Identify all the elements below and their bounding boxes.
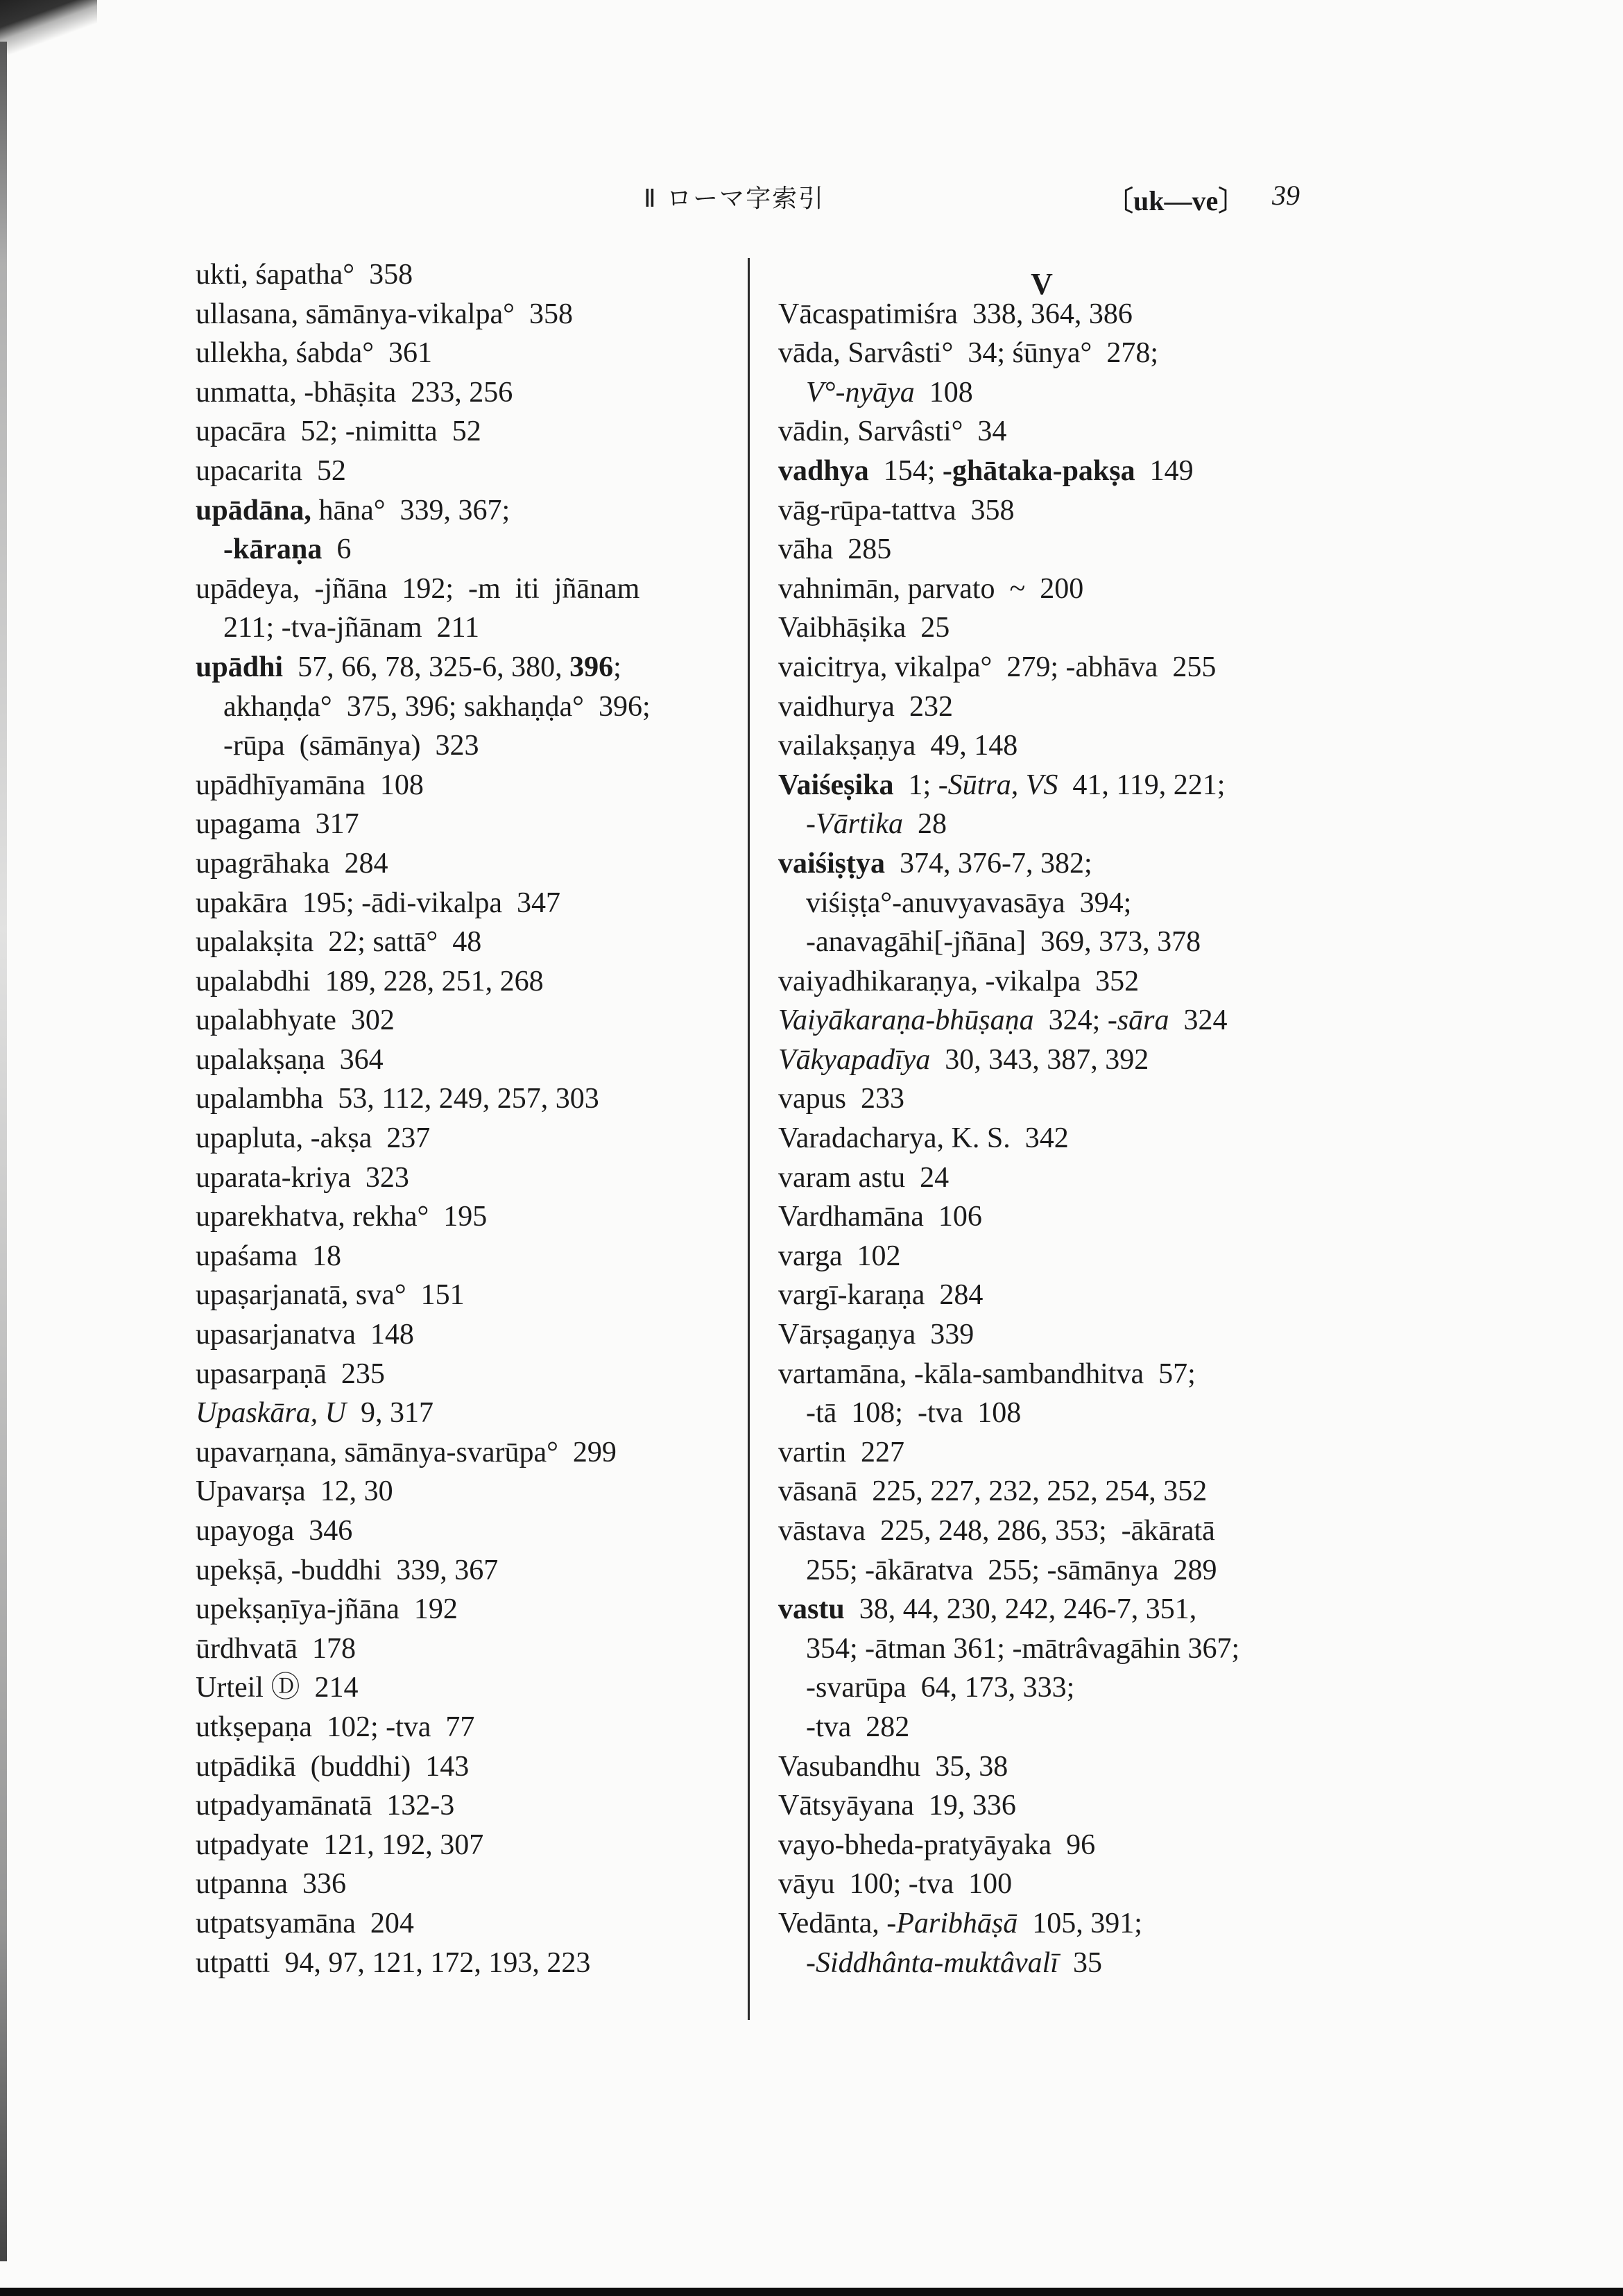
page-number: 39 (1272, 180, 1300, 211)
index-entry (196, 726, 723, 766)
entry-text: upalakṣaṇa 364 (196, 1043, 384, 1076)
index-entry (196, 1001, 723, 1040)
index-entry (196, 1315, 723, 1355)
index-entry (196, 1433, 723, 1473)
entry-text: utpatti 94, 97, 121, 172, 193, 223 (196, 1946, 591, 1979)
index-entry (778, 1079, 1305, 1119)
entry-text: upalabdhi 189, 228, 251, 268 (196, 965, 544, 997)
entry-text: utpādikā (buddhi) 143 (196, 1750, 470, 1783)
entry-text: Vātsyāyana 19, 336 (778, 1790, 1016, 1822)
index-entry (196, 1355, 723, 1394)
entry-text: vaidhurya 232 (778, 690, 953, 723)
entry-text: ullekha, śabda° 361 (196, 337, 433, 370)
index-entry (778, 452, 1305, 491)
index-entry (196, 1276, 723, 1315)
index-entry (196, 1511, 723, 1551)
entry-text: utpadyamānatā 132-3 (196, 1790, 455, 1822)
index-entry (778, 1237, 1305, 1276)
entry-text: upalakṣita 22; sattā° 48 (196, 926, 482, 959)
entry-text: upaśama 18 (196, 1240, 341, 1272)
entry-text: Vācaspatimiśra 338, 364, 386 (778, 298, 1133, 330)
entry-headword: vadhya (778, 454, 869, 487)
header-section-title: Ⅱ ローマ字索引 (644, 185, 825, 213)
entry-text: 108 (914, 376, 973, 409)
index-entry (196, 569, 723, 609)
index-entry (778, 295, 1305, 334)
index-entry (196, 1668, 723, 1708)
index-entry (778, 1944, 1305, 1983)
index-entry (196, 1865, 723, 1904)
index-entry (196, 255, 723, 295)
entry-title: -Paribhāṣā (886, 1907, 1018, 1939)
entry-text: -rūpa (sāmānya) 323 (223, 730, 479, 762)
index-entry (196, 962, 723, 1002)
entry-text: 9, 317 (346, 1397, 433, 1430)
index-entry (778, 1394, 1305, 1433)
entry-text: 1; (893, 769, 938, 801)
index-entry (778, 373, 1305, 413)
entry-text: upayoga 346 (196, 1515, 353, 1547)
index-entry (196, 1551, 723, 1591)
entry-text: vayo-bheda-pratyāyaka 96 (778, 1828, 1096, 1861)
index-entry (778, 844, 1305, 884)
index-entry (778, 884, 1305, 923)
index-entry (778, 491, 1305, 531)
entry-text: varga 102 (778, 1240, 901, 1272)
index-entry (778, 608, 1305, 648)
entry-text: 105, 391; (1017, 1907, 1142, 1939)
entry-text: 35 (1058, 1946, 1102, 1979)
entry-text: varam astu 24 (778, 1161, 950, 1194)
index-entry (778, 1276, 1305, 1315)
entry-title: -Sūtra, VS (938, 769, 1058, 801)
index-entry (196, 805, 723, 844)
entry-text: 354; -ātman 361; -mātrâvagāhin 367; (806, 1632, 1240, 1665)
index-entry (196, 1119, 723, 1158)
entry-text: vahnimān, parvato ~ 200 (778, 572, 1084, 605)
index-entry (196, 1826, 723, 1865)
entry-text: unmatta, -bhāṣita 233, 256 (196, 376, 513, 409)
entry-text: hāna° 339, 367; (311, 494, 510, 526)
running-header (0, 179, 1623, 221)
entry-text: ukti, śapatha° 358 (196, 259, 413, 291)
entry-text: 28 (902, 808, 947, 841)
entry-text: vāyu 100; -tva 100 (778, 1868, 1013, 1901)
index-entry (778, 1629, 1305, 1669)
entry-text: ullasana, sāmānya-vikalpa° 358 (196, 298, 573, 330)
index-entry (778, 1826, 1305, 1865)
entry-text: 38, 44, 230, 242, 246-7, 351, (844, 1593, 1197, 1626)
entry-text: utpanna 336 (196, 1868, 346, 1901)
entry-text: utpadyate 121, 192, 307 (196, 1828, 484, 1861)
entry-text: Vārṣagaṇya 339 (778, 1319, 974, 1351)
index-entry (778, 1708, 1305, 1747)
index-entry (778, 1315, 1305, 1355)
entry-headword: vastu (778, 1593, 845, 1626)
index-entry (778, 1590, 1305, 1629)
entry-text: upasarjanatva 148 (196, 1319, 414, 1351)
entry-text: 154; (868, 454, 943, 487)
entry-text: ; (613, 651, 621, 683)
index-entry (196, 923, 723, 962)
index-entry (196, 844, 723, 884)
entry-text: 324; (1033, 1004, 1108, 1037)
index-entry (196, 334, 723, 373)
index-entry (778, 1158, 1305, 1198)
entry-text: vaicitrya, vikalpa° 279; -abhāva 255 (778, 651, 1217, 683)
entry-text: vāsanā 225, 227, 232, 252, 254, 352 (778, 1475, 1208, 1508)
index-entry (196, 1747, 723, 1787)
entry-text: upacarita 52 (196, 454, 346, 487)
index-entry (778, 923, 1305, 962)
entry-text: viśiṣṭa°-anuvyavasāya 394; (806, 886, 1132, 919)
entry-text: vāda, Sarvâsti° 34; śūnya° 278; (778, 337, 1159, 370)
entry-text: vāg-rūpa-tattva 358 (778, 494, 1015, 526)
entry-text: utpatsyamāna 204 (196, 1907, 414, 1939)
entry-text: upacāra 52; -nimitta 52 (196, 415, 481, 448)
column-divider (748, 258, 750, 2020)
entry-headword: -ghātaka-pakṣa (942, 454, 1135, 487)
entry-text: uparekhatva, rekha° 195 (196, 1201, 488, 1233)
entry-text: vāha 285 (778, 533, 892, 566)
entry-text: vartamāna, -kāla-sambandhitva 57; (778, 1357, 1196, 1390)
entry-text: vailakṣaṇya 49, 148 (778, 730, 1018, 762)
entry-headword: upādhi (196, 651, 284, 683)
entry-text: Vedānta, (778, 1907, 887, 1939)
index-entry (778, 1747, 1305, 1787)
entry-text: -tā 108; -tva 108 (806, 1397, 1022, 1430)
index-entry (196, 1786, 723, 1826)
scan-shadow-corner (0, 0, 97, 62)
entry-text: upādhīyamāna 108 (196, 769, 424, 801)
entry-text: 211; -tva-jñānam 211 (223, 612, 479, 644)
index-entry (196, 373, 723, 413)
index-entry (778, 1433, 1305, 1473)
entry-text: upalambha 53, 112, 249, 257, 303 (196, 1083, 599, 1115)
entry-text: vartin 227 (778, 1436, 904, 1468)
index-entry (778, 1786, 1305, 1826)
index-entry (196, 1904, 723, 1944)
index-entry (196, 530, 723, 569)
index-entry (778, 648, 1305, 687)
entry-text: upakāra 195; -ādi-vikalpa 347 (196, 886, 560, 919)
entry-text: vaiyadhikaraṇya, -vikalpa 352 (778, 965, 1140, 997)
entry-headword: vaiśiṣṭya (778, 847, 886, 880)
index-entry (778, 1904, 1305, 1944)
entry-text: 149 (1135, 454, 1194, 487)
entry-title: Upaskāra, U (196, 1397, 346, 1430)
entry-text: uparata-kriya 323 (196, 1161, 409, 1194)
entry-title: Vākyapadīya (778, 1043, 931, 1076)
entry-title: -sāra (1107, 1004, 1169, 1037)
index-entry (778, 1197, 1305, 1237)
index-entry (196, 1708, 723, 1747)
entry-text: vapus 233 (778, 1083, 904, 1115)
entry-text: Vardhamāna 106 (778, 1201, 982, 1233)
entry-text: utkṣepaṇa 102; -tva 77 (196, 1711, 475, 1743)
entry-text: Vasubandhu 35, 38 (778, 1750, 1008, 1783)
index-entry (778, 1472, 1305, 1511)
entry-text: Upavarṣa 12, 30 (196, 1475, 393, 1508)
scan-shadow-edge (0, 42, 7, 2261)
entry-title: V°-nyāya (806, 376, 915, 409)
index-entry (778, 1040, 1305, 1080)
entry-text: 324 (1169, 1004, 1228, 1037)
entry-text: vāstava 225, 248, 286, 353; -ākāratā (778, 1515, 1215, 1547)
index-entry (778, 1551, 1305, 1591)
index-entry (778, 569, 1305, 609)
index-entry (196, 1944, 723, 1983)
index-entry (196, 648, 723, 687)
index-entry (196, 1237, 723, 1276)
index-column-right (778, 255, 1305, 1982)
entry-text: 374, 376-7, 382; (885, 847, 1092, 880)
index-entry (778, 766, 1305, 805)
entry-text: -tva 282 (806, 1711, 910, 1743)
entry-text: akhaṇḍa° 375, 396; sakhaṇḍa° 396; (223, 690, 651, 723)
index-column-left (196, 255, 723, 1982)
index-entry (196, 1197, 723, 1237)
index-entry (778, 1511, 1305, 1551)
entry-text: upavarṇana, sāmānya-svarūpa° 299 (196, 1436, 617, 1468)
index-entry (196, 687, 723, 727)
entry-text: upaṣarjanatā, sva° 151 (196, 1279, 465, 1312)
entry-headword: 396 (569, 651, 614, 683)
index-entry (778, 334, 1305, 373)
index-entry (778, 1668, 1305, 1708)
entry-text: 30, 343, 387, 392 (930, 1043, 1149, 1076)
entry-text: ūrdhvatā 178 (196, 1632, 356, 1665)
index-entry (778, 1865, 1305, 1904)
entry-text: 6 (322, 533, 352, 566)
index-entry (778, 1355, 1305, 1394)
entry-text: upekṣaṇīya-jñāna 192 (196, 1593, 458, 1626)
index-entry (196, 1394, 723, 1433)
scan-shadow-bottom (0, 2288, 1623, 2296)
entry-text: upādeya, -jñāna 192; -m iti jñānam (196, 572, 640, 605)
entry-text: upekṣā, -buddhi 339, 367 (196, 1554, 499, 1586)
index-entry (196, 884, 723, 923)
index-entry (196, 1590, 723, 1629)
entry-text: 57, 66, 78, 325-6, 380, (283, 651, 570, 683)
index-entry (196, 1472, 723, 1511)
index-entry (196, 1629, 723, 1669)
entry-text: -svarūpa 64, 173, 333; (806, 1672, 1075, 1704)
index-entry (196, 491, 723, 531)
entry-headword: upādāna, (196, 494, 311, 526)
index-entry (196, 1079, 723, 1119)
index-entry (778, 962, 1305, 1002)
index-entry (778, 1001, 1305, 1040)
entry-text: upagama 317 (196, 808, 359, 841)
entry-headword: -kāraṇa (223, 533, 323, 566)
entry-text: Varadacharya, K. S. 342 (778, 1122, 1069, 1155)
entry-text: vargī-karaṇa 284 (778, 1279, 984, 1312)
index-entry (778, 726, 1305, 766)
entry-headword: Vaiśeṣika (778, 769, 894, 801)
entry-text: 41, 119, 221; (1058, 769, 1226, 801)
index-entry (196, 452, 723, 491)
index-entry (196, 766, 723, 805)
header-entry-range: 〔uk—ve〕 (1106, 185, 1246, 216)
entry-title: -Siddhânta-muktâvalī (806, 1946, 1058, 1979)
entry-text: 255; -ākāratva 255; -sāmānya 289 (806, 1554, 1217, 1586)
entry-text: Vaibhāṣika 25 (778, 612, 950, 644)
entry-text: upagrāhaka 284 (196, 847, 388, 880)
index-entry (196, 295, 723, 334)
entry-text: upapluta, -akṣa 237 (196, 1122, 431, 1155)
index-entry (196, 1158, 723, 1198)
index-entry (196, 608, 723, 648)
entry-title: -Vārtika (806, 808, 903, 841)
index-entry (778, 530, 1305, 569)
index-entry (196, 1040, 723, 1080)
entry-text: Urteil Ⓓ 214 (196, 1672, 359, 1704)
entry-text: -anavagāhi[-jñāna] 369, 373, 378 (806, 926, 1201, 959)
index-entry (196, 412, 723, 452)
entry-title: Vaiyākaraṇa-bhūṣaṇa (778, 1004, 1034, 1037)
section-letter: V (1031, 267, 1053, 301)
index-entry (778, 412, 1305, 452)
entry-text: upasarpaṇā 235 (196, 1357, 385, 1390)
entry-text: vādin, Sarvâsti° 34 (778, 415, 1007, 448)
entry-text: upalabhyate 302 (196, 1004, 395, 1037)
index-entry (778, 1119, 1305, 1158)
index-entry (778, 805, 1305, 844)
index-entry (778, 687, 1305, 727)
